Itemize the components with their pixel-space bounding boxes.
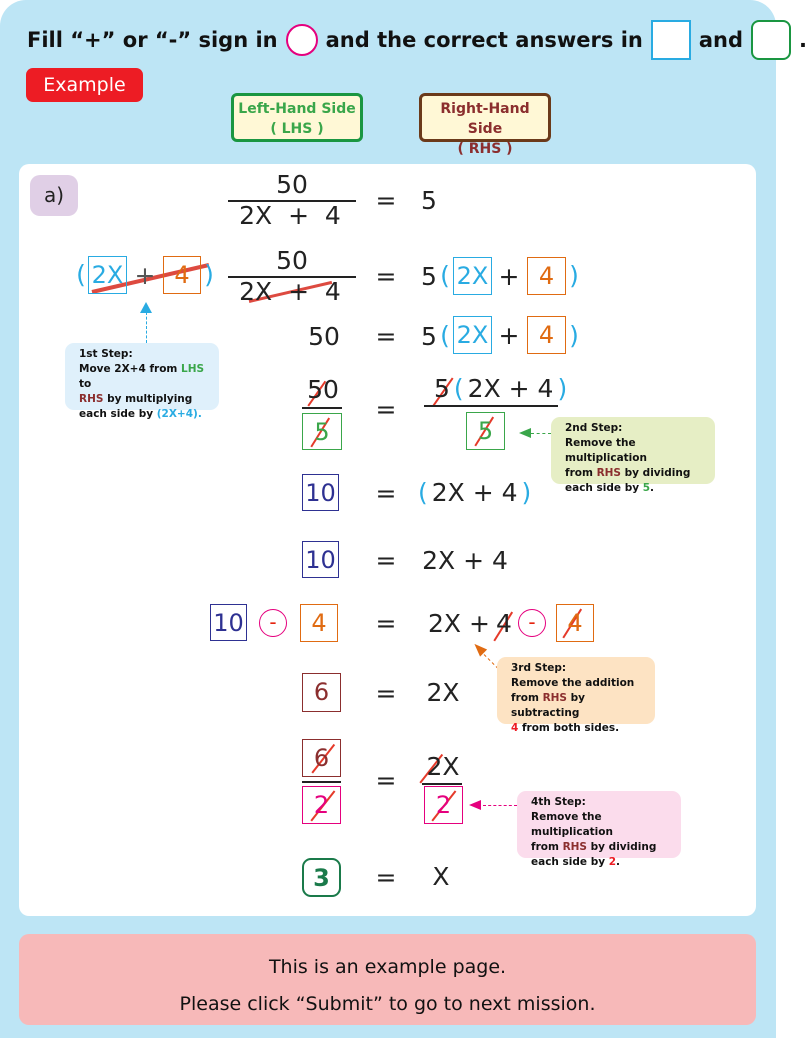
- numerator: 50: [276, 170, 308, 199]
- rhs-ref: RHS: [562, 841, 587, 853]
- lhs-2x-box: 2X: [88, 256, 127, 294]
- note-text: each side by: [565, 482, 640, 494]
- note-text: by dividing: [624, 467, 691, 479]
- rhs-numerator: [434, 376, 567, 402]
- divisor-box: 5: [466, 412, 505, 450]
- expression: 2X + 4: [422, 546, 508, 575]
- instruction-text: Fill “+” or “-” sign in: [27, 28, 278, 52]
- rhs-label: Right-Hand Side: [440, 101, 530, 137]
- rhs-4-box: 4: [527, 257, 566, 295]
- rhs-value: 5: [421, 186, 437, 215]
- rhs-ref: RHS: [79, 393, 104, 405]
- numerator: 50: [276, 246, 308, 275]
- subtract-4-box: 4: [300, 604, 338, 642]
- lhs-legend: [231, 93, 363, 142]
- rhs-5: 5: [421, 322, 437, 351]
- equals: =: [375, 766, 397, 795]
- note-value: 4: [511, 722, 519, 734]
- subtract-4-box: 4: [556, 604, 594, 642]
- equals: =: [375, 863, 397, 892]
- answer-box-sample: [651, 20, 691, 60]
- instruction-text: and the correct answers in: [325, 28, 643, 52]
- divisor-2-box: 2: [302, 786, 341, 824]
- rhs-2x: 2X: [426, 678, 460, 707]
- note-text: by multiplying: [107, 393, 193, 405]
- lhs-4-box: 4: [163, 256, 201, 294]
- arrow-up-icon: [140, 302, 152, 313]
- sign-circle[interactable]: -: [518, 609, 546, 637]
- arrow-line: [531, 433, 551, 434]
- close-paren: ): [569, 261, 579, 290]
- rhs-ref: RHS: [542, 692, 567, 704]
- open-paren: (: [453, 374, 464, 403]
- final-answer-box: 3: [302, 858, 341, 897]
- equals: =: [375, 186, 397, 215]
- note-text: Remove the addition: [511, 677, 635, 689]
- rhs-5: 5: [434, 374, 450, 403]
- close-paren: ): [204, 260, 214, 289]
- note-text: Move 2X+4 from: [79, 363, 178, 375]
- rhs-4-box: 4: [527, 316, 566, 354]
- step-title: 3rd Step:: [511, 662, 567, 674]
- equals: =: [375, 395, 397, 424]
- lhs-abbr: ( LHS ): [270, 121, 324, 137]
- step-4-note: 4th Step: Remove the multiplication from RHS by dividing each side by 2.: [517, 791, 681, 858]
- footer-message: [19, 934, 756, 1025]
- equals: =: [375, 262, 397, 291]
- expression: 2X +: [428, 609, 490, 638]
- arrow-line: [146, 312, 147, 343]
- rhs-2x-box: 2X: [453, 257, 492, 295]
- step-1-note: [65, 343, 219, 420]
- footer-line: This is an example page.: [268, 956, 507, 978]
- note-text: from: [565, 467, 593, 479]
- numerator: 50: [307, 375, 339, 404]
- plus: +: [134, 261, 156, 290]
- denominator: 2X + 4: [239, 201, 341, 230]
- note-text: Remove the multiplication: [565, 437, 647, 464]
- note-text: each side by: [79, 408, 154, 420]
- instruction-text: .: [799, 28, 807, 52]
- close-paren: ): [569, 321, 579, 350]
- rhs-2x-box: 2X: [453, 316, 492, 354]
- lhs-label: Left-Hand Side: [238, 101, 356, 117]
- instruction-text: and: [698, 28, 744, 52]
- close-paren: ): [557, 374, 568, 403]
- lhs-ref: LHS: [181, 363, 205, 375]
- rhs-legend: [419, 93, 551, 157]
- rhs-expression: [418, 480, 531, 506]
- arrow-left-icon: [519, 428, 531, 438]
- equals: =: [375, 479, 397, 508]
- fraction-bar: [422, 783, 462, 785]
- lhs-10-box: 10: [210, 604, 247, 641]
- note-text: from both sides.: [521, 722, 620, 734]
- step-title: 1st Step:: [79, 348, 133, 360]
- step-2-note: 2nd Step: Remove the multiplication from RHS by dividing each side by 5.: [551, 417, 715, 484]
- plus: +: [498, 262, 520, 291]
- divisor-box: 5: [302, 413, 342, 450]
- instruction: [27, 20, 807, 60]
- expression: 2X + 4: [431, 478, 518, 507]
- lhs-10-box: 10: [302, 474, 339, 511]
- footer-line: Please click “Submit” to go to next mission.: [179, 993, 596, 1015]
- rhs-2x: 2X: [426, 752, 460, 781]
- sign-circle[interactable]: -: [259, 609, 287, 637]
- note-text: each side by: [531, 856, 606, 868]
- note-text: by dividing: [590, 841, 657, 853]
- fraction-bar: [302, 407, 342, 409]
- equals: =: [375, 609, 397, 638]
- rhs-ref: RHS: [596, 467, 621, 479]
- note-text: from: [531, 841, 559, 853]
- denominator: 2X + 4: [239, 277, 341, 306]
- equals: =: [375, 679, 397, 708]
- arrow-line: [483, 805, 517, 806]
- note-text: Remove the multiplication: [531, 811, 613, 838]
- sign-circle-sample: [286, 24, 318, 56]
- divisor-2-box: 2: [424, 786, 463, 824]
- equals: =: [375, 322, 397, 351]
- four: 4: [496, 609, 512, 638]
- close-paren: ): [521, 478, 532, 507]
- note-text: by subtracting: [511, 692, 586, 719]
- rhs-abbr: ( RHS ): [457, 141, 513, 157]
- fraction-bar: [424, 405, 558, 407]
- final-answer-box-sample: [751, 20, 791, 60]
- arrow-left-icon: [469, 800, 481, 810]
- example-badge: Example: [26, 68, 143, 102]
- note-text: to: [79, 378, 92, 390]
- open-paren: (: [76, 260, 86, 289]
- note-text: from: [511, 692, 539, 704]
- open-paren: (: [418, 478, 428, 507]
- step-title: 2nd Step:: [565, 422, 623, 434]
- note-value: 5: [642, 482, 651, 494]
- lhs-6-box: 6: [302, 673, 341, 712]
- open-paren: (: [440, 261, 450, 290]
- fraction-bar: [302, 781, 341, 783]
- note-value: (2X+4).: [156, 408, 202, 420]
- equals: =: [375, 546, 397, 575]
- expression: 2X + 4: [467, 374, 554, 403]
- open-paren: (: [440, 321, 450, 350]
- lhs-10-box: 10: [302, 541, 339, 578]
- lhs-6-box: 6: [302, 739, 341, 777]
- plus: +: [498, 321, 520, 350]
- question-label: a): [30, 175, 78, 216]
- rhs-5: 5: [421, 262, 437, 291]
- lhs-value: 50: [308, 322, 340, 351]
- variable-x: X: [432, 862, 450, 891]
- step-3-note: [497, 657, 655, 734]
- note-value: 2: [608, 856, 617, 868]
- step-title: 4th Step:: [531, 796, 586, 808]
